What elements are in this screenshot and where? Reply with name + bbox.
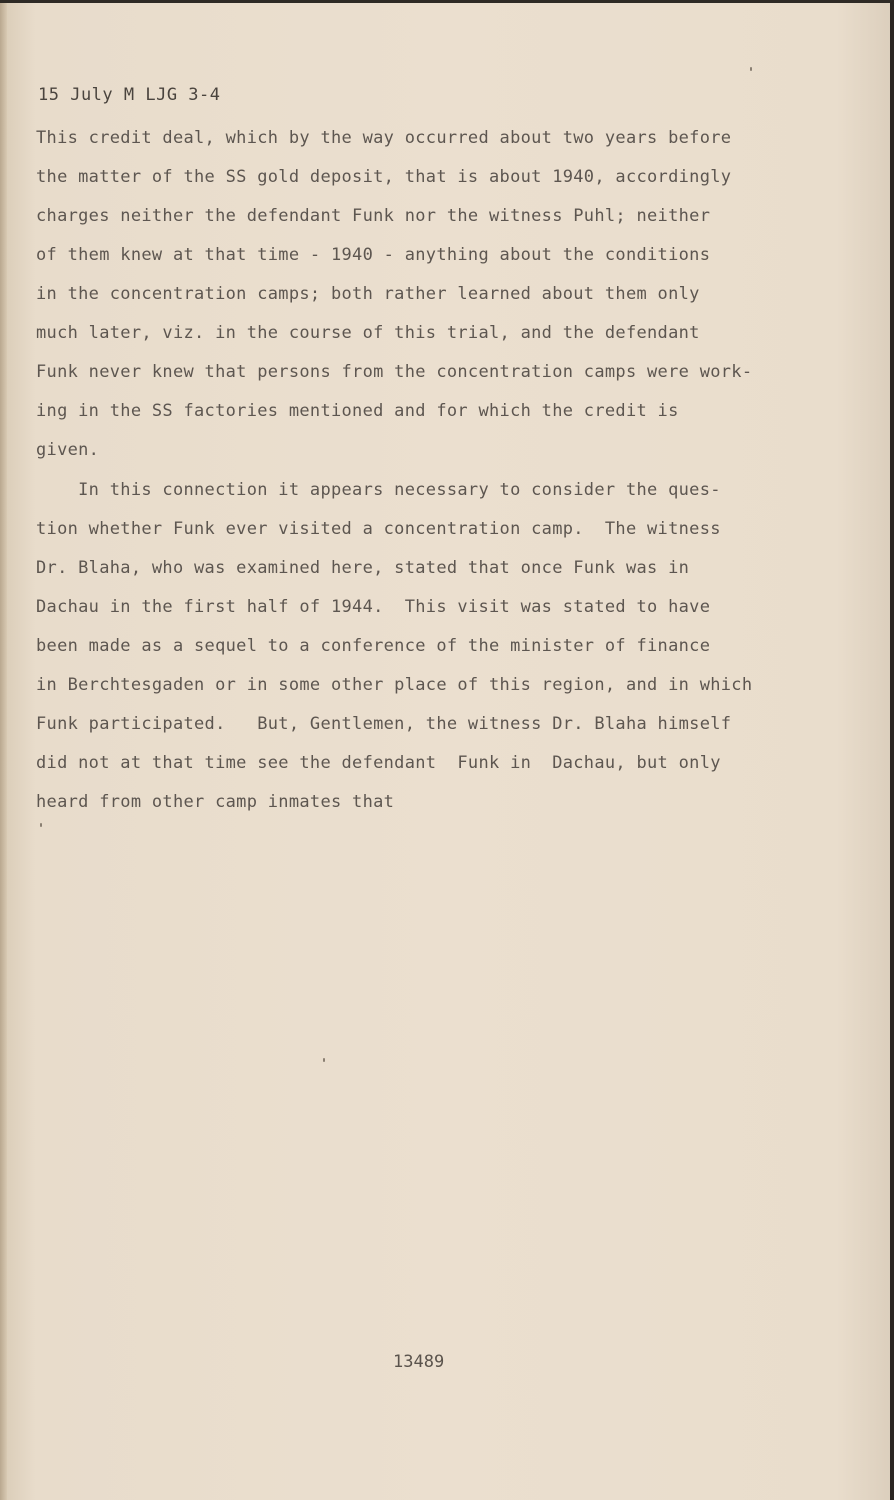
paragraph-2 (36, 471, 752, 822)
text-line: much later, viz. in the course of this trial, and the defendant (36, 323, 700, 343)
text-line: Dachau in the first half of 1944. This visit was stated to have (36, 597, 711, 617)
text-line: in Berchtesgaden or in some other place of this region, and in which (36, 675, 753, 695)
text-line: the matter of the SS gold deposit, that is about 1940, accordingly (36, 167, 732, 187)
text-line: given. (36, 440, 100, 460)
text-line: This credit deal, which by the way occurred about two years before (36, 128, 732, 148)
text-line: heard from other camp inmates that (36, 792, 395, 812)
text-line: ing in the SS factories mentioned and for which the credit is (36, 401, 679, 421)
text-line: Funk never knew that persons from the concentration camps were work- (36, 362, 753, 382)
text-line: charges neither the defendant Funk nor the witness Puhl; neither (36, 206, 711, 226)
page-number: 13489 (393, 1352, 445, 1372)
text-line: Dr. Blaha, who was examined here, stated that once Funk was in (36, 558, 690, 578)
text-line: in the concentration camps; both rather learned about them only (36, 284, 700, 304)
paper-speck (750, 67, 752, 71)
text-line: tion whether Funk ever visited a concentration camp. The witness (36, 519, 721, 539)
text-line: been made as a sequel to a conference of the minister of finance (36, 636, 711, 656)
page-left-edge (0, 3, 7, 1500)
text-line: did not at that time see the defendant Funk in Dachau, but only (36, 753, 721, 773)
text-line: Funk participated. But, Gentlemen, the witness Dr. Blaha himself (36, 714, 732, 734)
paragraph-1 (36, 119, 752, 470)
document-header: 15 July M LJG 3-4 (38, 85, 221, 105)
paper-speck (323, 1058, 325, 1062)
text-line: In this connection it appears necessary to consider the ques- (36, 480, 721, 500)
text-line: of them knew at that time - 1940 - anything about the conditions (36, 245, 711, 265)
paper-speck (40, 823, 42, 827)
